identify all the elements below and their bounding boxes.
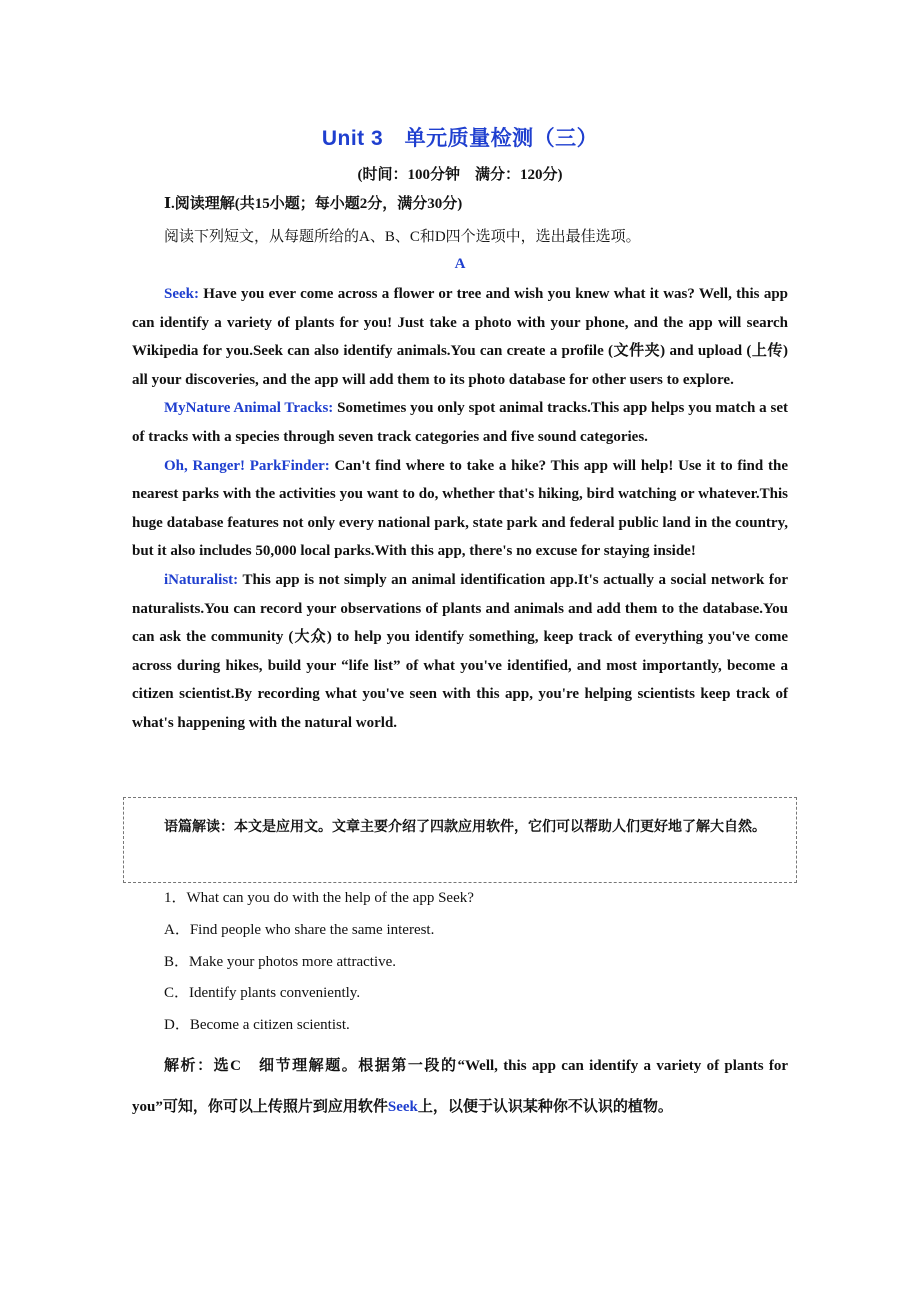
paragraph-text: Can't find where to take a hike? This app will help! Use it to find the nearest parks with the activities you want to do, whether that's hiking, bird watching or whatever.This huge database features not only every national park, state park and federal public land in the country, but it also includes 50,000 local parks.With this app, there's no excuse for staying inside! <box>132 457 788 560</box>
passage-label: A <box>454 256 466 272</box>
paragraph-text: Have you ever come across a flower or tree and wish you knew what it was? Well, this app can identify a variety of plants for you! Just take a photo with your phone, and the app will search Wikipedia for you.Seek can also identify animals.You can create a profile (文件夹) and upload (上传) all your discoveries, and the app will add them to its photo database for other users to explore. <box>132 286 788 388</box>
app-name: Oh, Ranger! ParkFinder: <box>164 457 330 474</box>
option-d: D．Become a citizen scientist. <box>164 1017 350 1033</box>
option-a: A．Find people who share the same interest. <box>164 922 435 938</box>
section-instruction: 阅读下列短文，从每题所给的A、B、C和D四个选项中，选出最佳选项。 <box>164 229 641 245</box>
app-name: Seek: <box>164 286 199 302</box>
paragraph-inaturalist <box>132 566 788 738</box>
app-name: MyNature Animal Tracks: <box>164 400 334 417</box>
exam-info: (时间：100分钟 满分：120分) <box>357 167 563 183</box>
question-stem: 1．What can you do with the help of the app Seek? <box>164 890 474 906</box>
paragraph-seek <box>132 280 788 394</box>
option-b: B．Make your photos more attractive. <box>164 954 397 970</box>
page-title: Unit 3 单元质量检测（三） <box>321 127 599 150</box>
option-c: C．Identify plants conveniently. <box>164 985 361 1001</box>
section-heading: Ⅰ.阅读理解(共15小题；每小题2分，满分30分) <box>164 196 463 212</box>
summary-box <box>123 797 797 883</box>
paragraph-parkfinder <box>132 452 788 566</box>
analysis-app-name: Seek <box>387 1099 418 1115</box>
analysis-text-end: 上，以便于认识某种你不认识的植物。 <box>417 1099 673 1115</box>
app-name: iNaturalist: <box>164 571 239 588</box>
paragraph-mynature <box>132 394 788 451</box>
paragraph-text: This app is not simply an animal identification app.It's actually a social network for naturalists.You can record your observations of plants and animals and add them to the database.You can ask the community (大众) to help you identify something, keep track of everything you've come across during hikes, build your “life list” of what you've identified, and most importantly, become a citizen scientist.By recording what you've seen with this app, you're helping scientists keep track of what's happening with the natural world. <box>132 571 788 731</box>
answer-analysis <box>132 1046 788 1128</box>
passage-body <box>132 280 788 738</box>
paragraph-text: Sometimes you only spot animal tracks.This app helps you match a set of tracks with a species through seven track categories and five sound categories. <box>132 400 788 445</box>
analysis-text: 解析：选C 细节理解题。根据第一段的“Well, this app can identify a variety of plants for you”可知，你可以上传照片到应用软件 <box>132 1058 788 1115</box>
summary-text: 语篇解读：本文是应用文。文章主要介绍了四款应用软件，它们可以帮助人们更好地了解大自然。 <box>164 819 766 835</box>
